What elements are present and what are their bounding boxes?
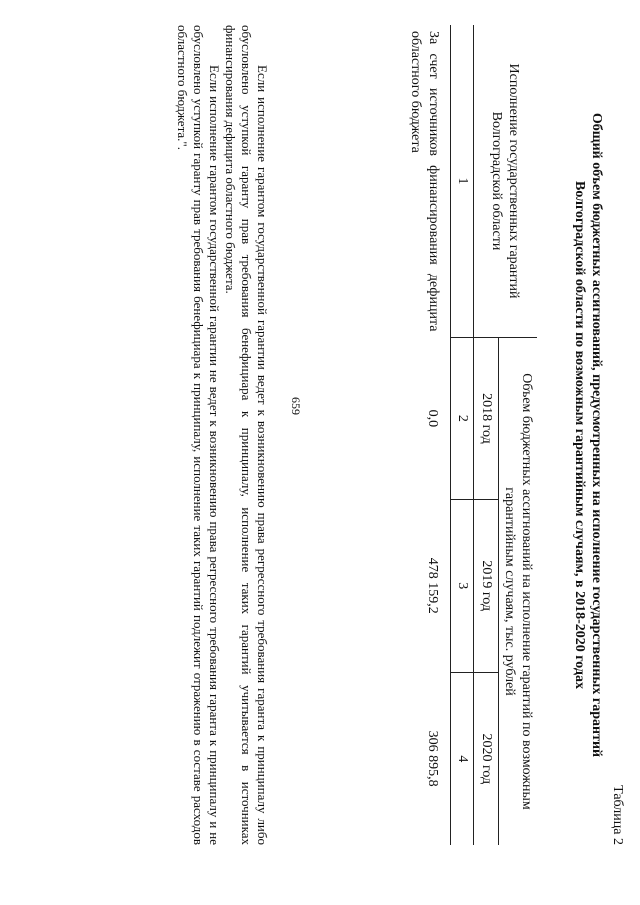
value-2019: 478 159,2 bbox=[425, 557, 440, 614]
column-number-row bbox=[451, 25, 474, 845]
header-allocation-group: Объем бюджетных ассигнований на исполнение гарантий по возможным гарантийным случаям, тыс. рублей bbox=[499, 338, 538, 846]
year-2020: 2020 год bbox=[474, 672, 499, 845]
note-paragraph: Если исполнение гарантом государственной гарантии ведет к возникновению права регрессного требования гаранта к принципалу либо обусловлено уступкой гаранту прав требования бенефициара к принципалу, исполнение таких гарантий учитывается в источниках финансирования дефицита областного бюджета. bbox=[223, 25, 270, 845]
page-number: 659 bbox=[289, 397, 303, 415]
col-number-3: 3 bbox=[451, 499, 474, 672]
value-2018: 0,0 bbox=[425, 409, 440, 428]
note-paragraph: Если исполнение гарантом государственной гарантии не ведет к возникновению права регрессного требования гаранта к принципалу и не обусловлено уступкой гаранту прав требования бенефициара к принципалу, исполнение таких гарантий подлежит отражению в составе расходов областного бюджета.". bbox=[175, 25, 222, 845]
notes bbox=[174, 25, 270, 845]
rotated-document bbox=[25, 25, 625, 845]
table-row bbox=[404, 25, 451, 845]
header-row bbox=[499, 25, 538, 845]
year-2019: 2019 год bbox=[474, 499, 499, 672]
table-title: Общий объем бюджетных ассигнований, предусмотренных на исполнение государственных гарантий Волгоградской области по возможным гарантийным случаям, в 2018-2020 годах bbox=[572, 112, 604, 758]
value-2020: 306 895,8 bbox=[425, 730, 440, 787]
header-execution: Исполнение государственных гарантий Волгоградской области bbox=[474, 25, 538, 338]
row-label: За счет источников финансирования дефицита областного бюджета bbox=[408, 31, 441, 332]
col-number-2: 2 bbox=[451, 338, 474, 500]
year-2018: 2018 год bbox=[474, 338, 499, 500]
col-number-4: 4 bbox=[451, 672, 474, 845]
col-number-1: 1 bbox=[451, 25, 474, 338]
guarantees-table bbox=[404, 25, 537, 845]
table-label: Таблица 2 bbox=[610, 785, 625, 845]
